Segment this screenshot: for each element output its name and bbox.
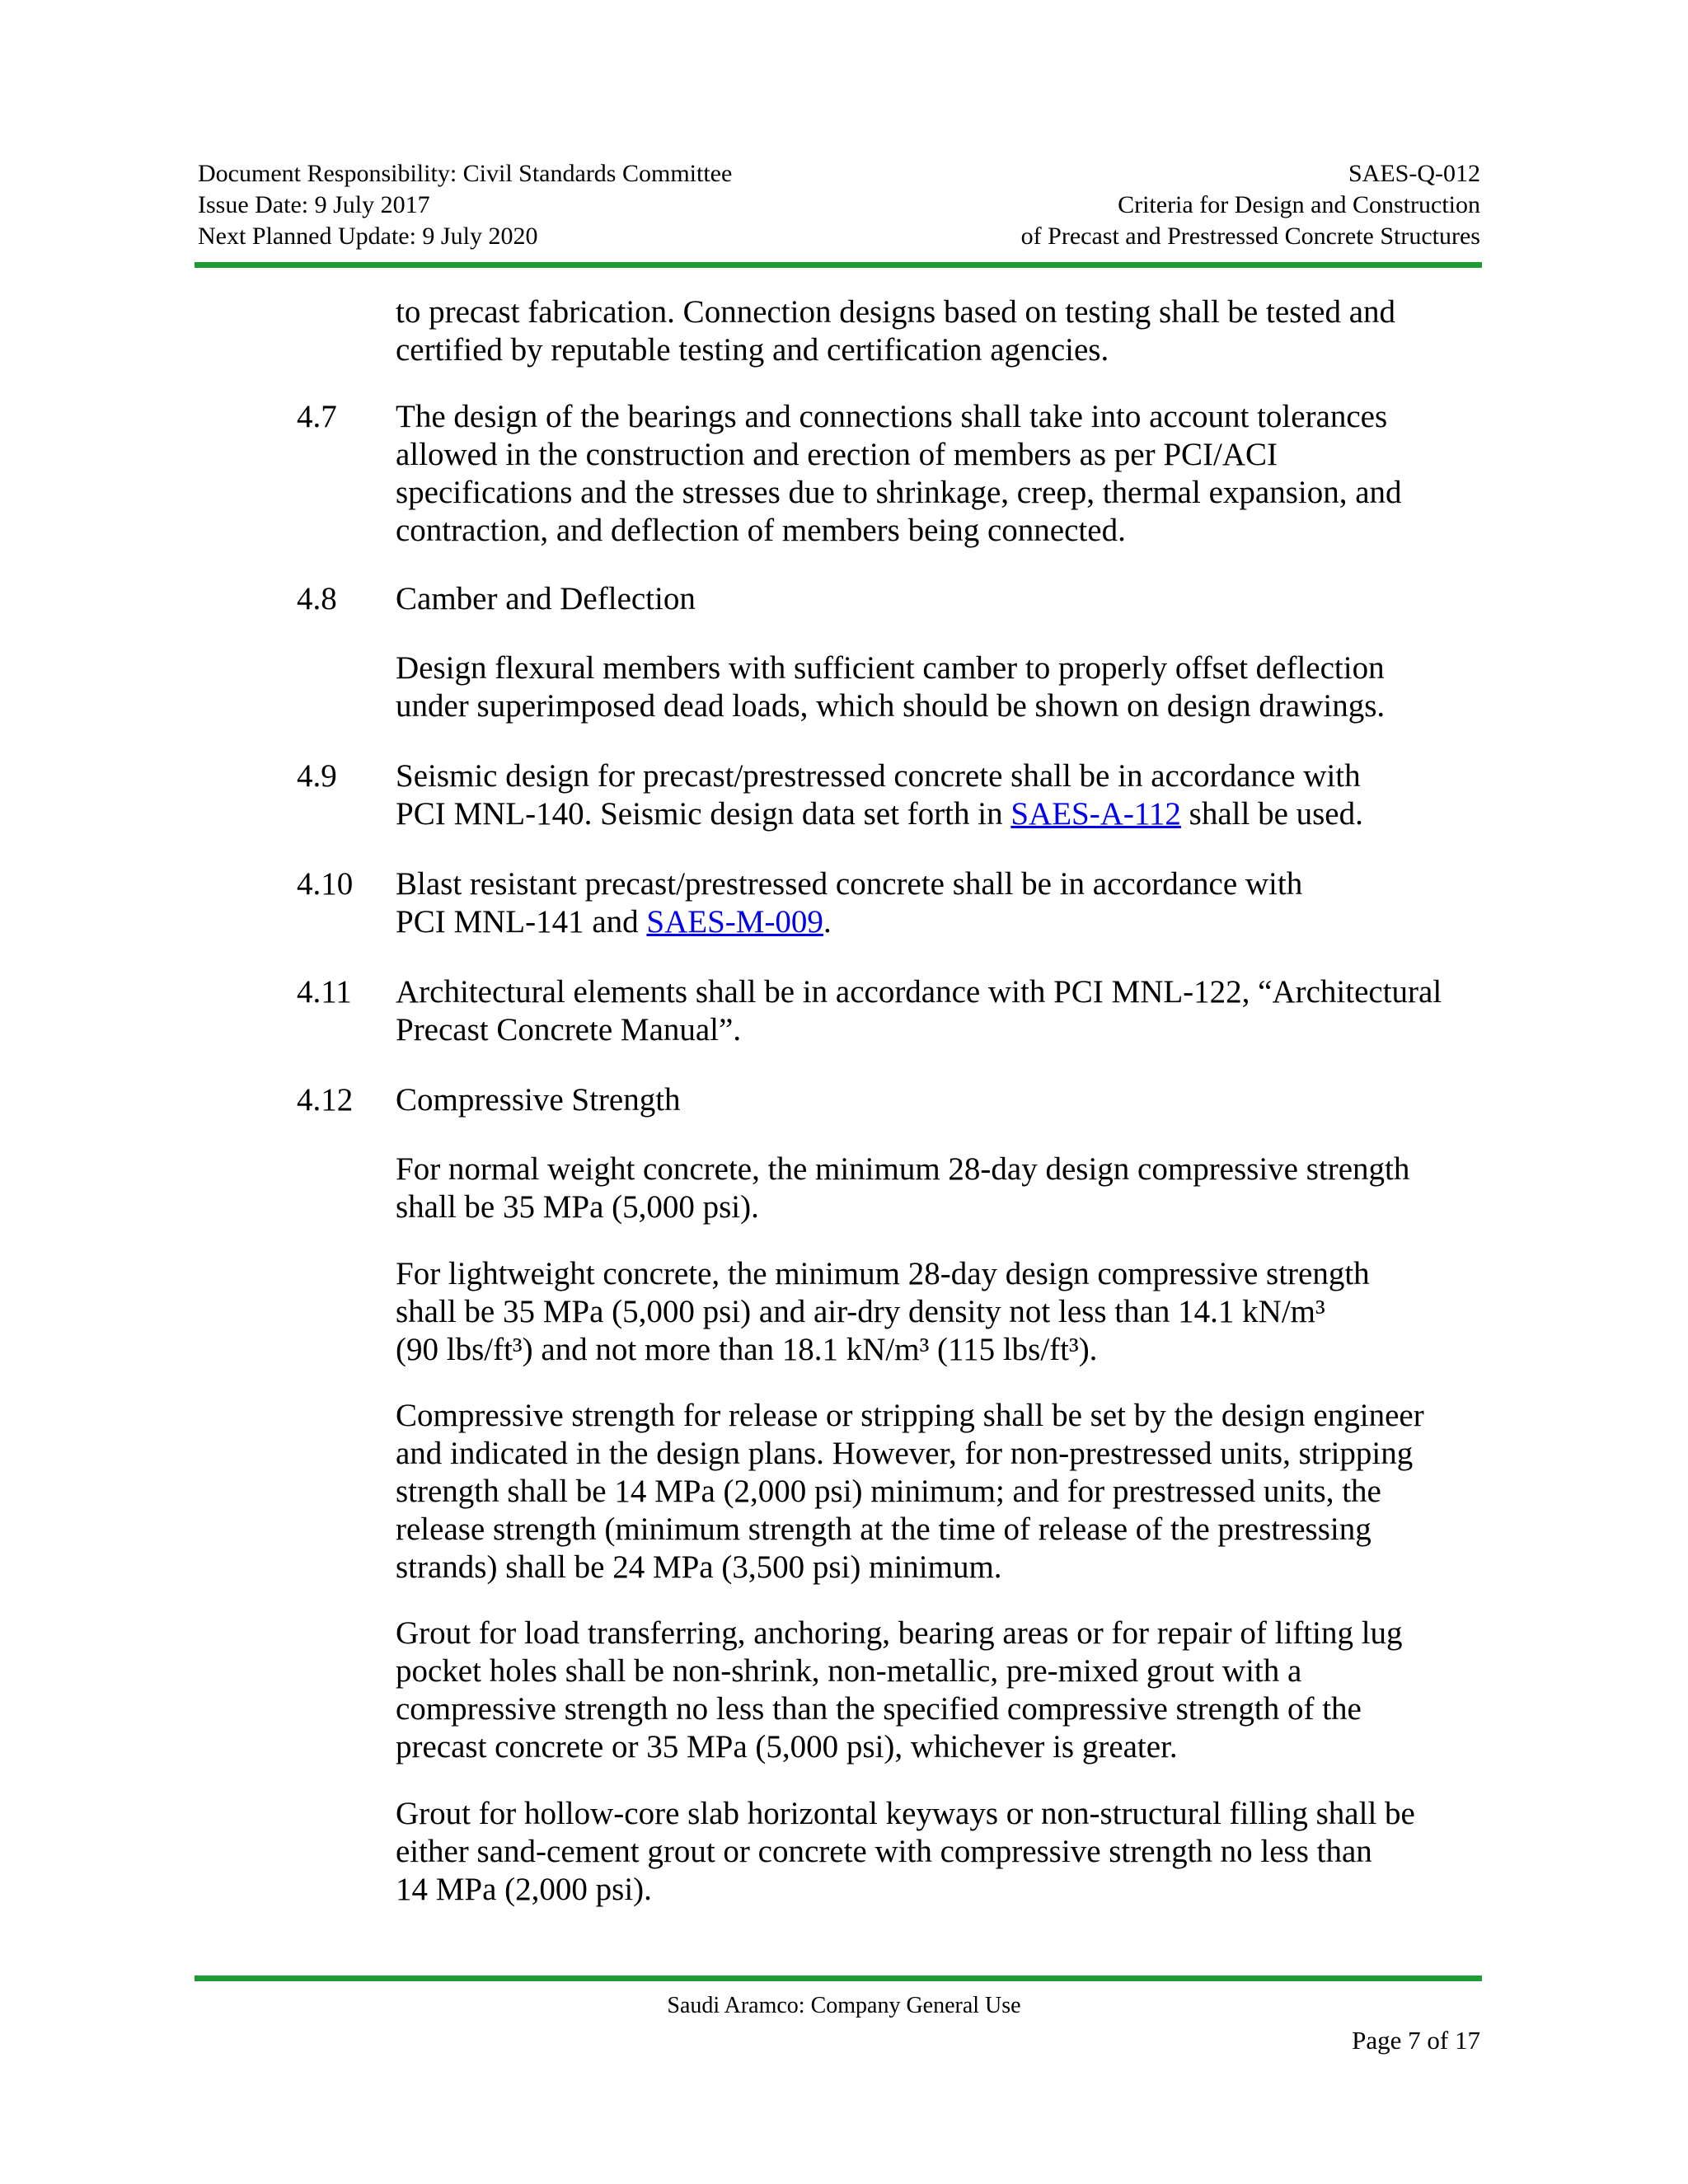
continuation-paragraph: to precast fabrication. Connection designs based on testing shall be tested and certified by reputable testing and certification agencies. (396, 294, 1396, 368)
section-4-12-lightweight: For lightweight concrete, the minimum 28-day design compressive strength shall be 35 MPa (5,000 psi) and air-dry density not less than 14.1 kN/m³ (90 lbs/ft³) and not more than 18.1 kN/m³ (115 lbs/ft³). (396, 1256, 1370, 1367)
section-number-4-9: 4.9 (297, 758, 337, 794)
section-4-12-grout-hollow-core: Grout for hollow-core slab horizontal keyways or non-structural filling shall be either sand-cement grout or concrete with compressive strength no less than 14 MPa (2,000 psi). (396, 1796, 1415, 1907)
header-rule (195, 262, 1482, 268)
page-number: Page 7 of 17 (1352, 2026, 1480, 2055)
section-number-4-7: 4.7 (297, 399, 337, 434)
section-4-7-text: The design of the bearings and connections shall take into account tolerances allowed in the construction and erection of members as per PCI/ACI specifications and the stresses due to shrinkage, creep, thermal expansion, and contraction, and deflection of members being connected. (396, 399, 1402, 548)
link-saes-m-009[interactable]: SAES-M-009 (646, 904, 823, 940)
header-next-update: Next Planned Update: 9 July 2020 (198, 223, 538, 250)
footer-classification: Saudi Aramco: Company General Use (667, 1993, 1021, 2018)
header-doc-number: SAES-Q-012 (1348, 160, 1480, 187)
footer-rule (195, 1975, 1482, 1981)
header-title-line1: Criteria for Design and Construction (1118, 191, 1480, 218)
section-4-12-normal-weight: For normal weight concrete, the minimum 28-day design compressive strength shall be 35 MPa (5,000 psi). (396, 1151, 1410, 1225)
section-4-8-text: Design flexural members with sufficient camber to properly offset deflection under superimposed dead loads, which should be shown on design drawings. (396, 650, 1386, 724)
section-number-4-8: 4.8 (297, 581, 337, 616)
header-responsibility: Document Responsibility: Civil Standards Committee (198, 160, 733, 187)
document-header (198, 158, 1480, 252)
section-number-4-12: 4.12 (297, 1082, 354, 1118)
section-number-4-10: 4.10 (297, 866, 354, 902)
section-4-11-text: Architectural elements shall be in accordance with PCI MNL-122, “Architectural Precast Concrete Manual”. (396, 974, 1442, 1047)
link-saes-a-112[interactable]: SAES-A-112 (1010, 796, 1181, 832)
section-4-8-title: Camber and Deflection (396, 581, 696, 616)
section-4-12-release-stripping: Compressive strength for release or stripping shall be set by the design engineer and indicated in the design plans. However, for non-prestressed units, stripping strength shall be 14 MPa (2,000 psi) minimum; and for prestressed units, the release strength (minimum strength at the time of release of the prestressing strands) shall be 24 MPa (3,500 psi) minimum. (396, 1398, 1424, 1585)
section-4-12-title: Compressive Strength (396, 1082, 681, 1118)
section-4-10-text: Blast resistant precast/prestressed concrete shall be in accordance with PCI MNL-141 and SAES-M-009. (396, 866, 1303, 940)
section-number-4-11: 4.11 (297, 974, 352, 1010)
header-issue-date: Issue Date: 9 July 2017 (198, 191, 430, 218)
section-4-9-text: Seismic design for precast/prestressed concrete shall be in accordance with PCI MNL-140. Seismic design data set forth in SAES-A-112 shall be used. (396, 758, 1363, 832)
section-4-12-grout-load: Grout for load transferring, anchoring, bearing areas or for repair of lifting lug pocket holes shall be non-shrink, non-metallic, pre-mixed grout with a compressive strength no less than the specified compressive strength of the precast concrete or 35 MPa (5,000 psi), whichever is greater. (396, 1615, 1403, 1765)
header-title-line2: of Precast and Prestressed Concrete Structures (1020, 223, 1480, 250)
